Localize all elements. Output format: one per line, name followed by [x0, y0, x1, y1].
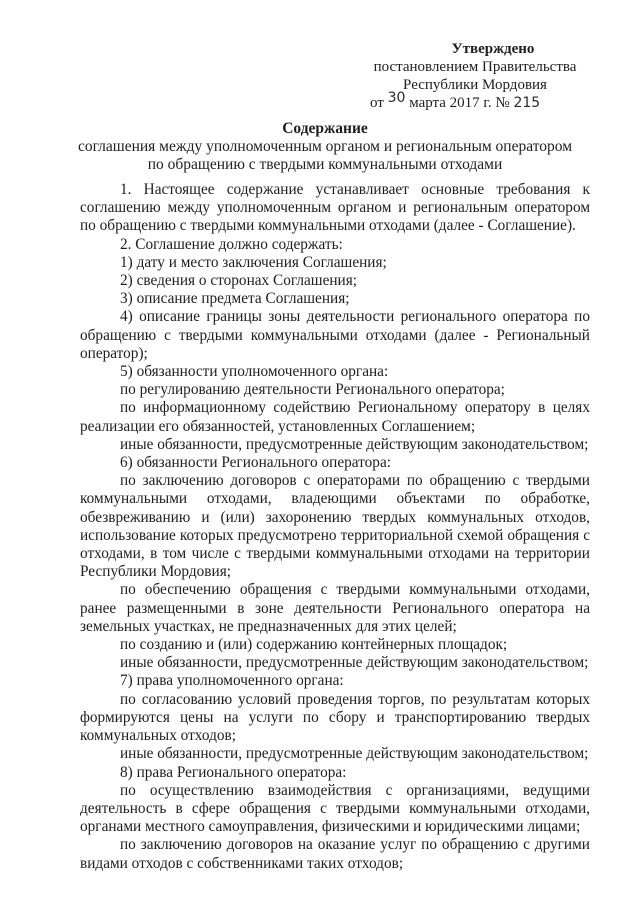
paragraph: по созданию и (или) содержанию контейнерных площадок; — [120, 636, 508, 654]
paragraph: 2. Соглашение должно содержать: — [120, 235, 343, 253]
paragraph: по информационному содействию Региональному оператору в целях реализации его обязанностей, установленных Соглашением; — [80, 399, 590, 435]
date-month-year: марта 2017 г. — [409, 95, 492, 111]
paragraph: по регулированию деятельности Регионального оператора; — [120, 381, 505, 399]
paragraph: по заключению договоров на оказание услуг по обращению с другими видами отходов с собственниками таких отходов; — [80, 836, 590, 872]
approval-date-line — [360, 90, 590, 112]
paragraph: 1) дату и место заключения Соглашения; — [120, 253, 387, 271]
approved-label: Утверждено — [451, 41, 535, 57]
paragraph: иные обязанности, предусмотренные действующим законодательством; — [120, 654, 589, 672]
document-title — [60, 120, 590, 174]
document-number: 215 — [513, 95, 541, 111]
title-heading: Содержание — [282, 120, 368, 137]
paragraph: 6) обязанности Регионального оператора: — [120, 454, 391, 472]
paragraph: по заключению договоров с операторами по обращению с твердыми коммунальными отходами, владеющими объектами по обработке, обезвреживанию и (или) захоронению твердых коммунальных отходов, использование которых предусмотрено территориальной схемой обращения с отходами, в том числе с твердыми коммунальными отходами на территории Республики Мордовия; — [80, 472, 590, 581]
paragraph: иные обязанности, предусмотренные действующим законодательством; — [120, 745, 589, 763]
paragraph: 4) описание границы зоны деятельности регионального оператора по обращению с твердыми коммунальными отходами (далее - Региональный оператор); — [80, 308, 590, 362]
paragraph: 3) описание предмета Соглашения; — [120, 290, 350, 308]
paragraph: 1. Настоящее содержание устанавливает основные требования к соглашению между уполномоченным органом и региональным оператором по обращению с твердыми коммунальными отходами (далее - Соглашение). — [80, 181, 590, 235]
date-prefix: от — [370, 95, 384, 111]
title-line-1: соглашения между уполномоченным органом и региональным оператором — [77, 138, 573, 155]
paragraph: 7) права уполномоченного органа: — [120, 672, 344, 690]
approval-stamp — [360, 40, 590, 112]
title-line-2: по обращению с твердыми коммунальными отходами — [147, 156, 503, 173]
paragraph: 2) сведения о сторонах Соглашения; — [120, 272, 358, 290]
paragraph: 8) права Регионального оператора: — [120, 763, 347, 781]
paragraph: по согласованию условий проведения торгов, по результатам которых формируются цены на услуги по сбору и транспортированию твердых коммунальных отходов; — [80, 690, 590, 745]
paragraph: 5) обязанности уполномоченного органа: — [120, 363, 389, 381]
approval-line-2: Республики Мордовия — [403, 77, 547, 93]
paragraph: иные обязанности, предусмотренные действующим законодательством; — [120, 435, 589, 453]
approval-line-1: постановлением Правительства — [373, 59, 577, 75]
date-day: 30 — [387, 90, 406, 106]
paragraph: по осуществлению взаимодействия с организациями, ведущими деятельность в сфере обращения с твердыми коммунальными отходами, органами местного самоуправления, физическими и юридическими лицами; — [80, 781, 590, 836]
paragraph: по обеспечению обращения с твердыми коммунальными отходами, ранее размещенными в зоне деятельности Регионального оператора на земельных участках, не предназначенных для этих целей; — [80, 581, 590, 635]
number-prefix: № — [495, 95, 510, 111]
document-body — [80, 181, 590, 873]
